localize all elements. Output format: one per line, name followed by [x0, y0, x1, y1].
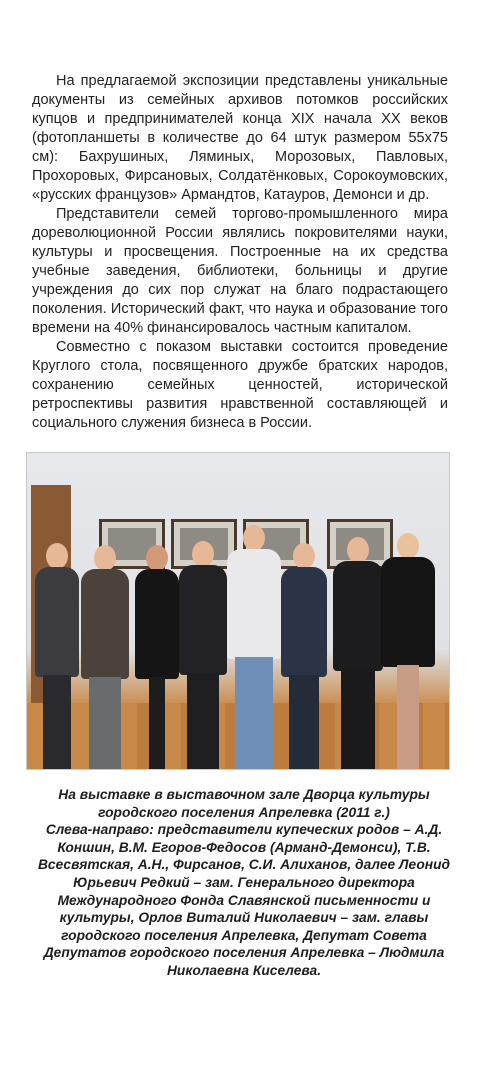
person — [135, 545, 179, 770]
exhibition-group-photo — [26, 452, 450, 770]
caption-line-3: Слева-направо: представители купеческих родов – А.Д. Коншин, В.М. Егоров-Федосов (Арманд-Демонси), Т.В. Всесвятская, А.Н., Фирсанов, С.И. Алиханов, далее Леонид Юрьевич Редкий – зам. Генерального директора Международного Фонда Славянской письменности и культуры, Орлов Виталий Николаевич – зам. главы городского поселения Апрелевка, Депутат Совета Депутатов городского поселения Апрелевка – Людмила Николаевна Киселева. — [37, 822, 451, 978]
caption-line-2: городского поселения Апрелевка (2011 г.) — [98, 804, 390, 820]
caption-line-1: На выставке в выставочном зале Дворца культуры — [58, 787, 430, 802]
person — [81, 545, 129, 770]
person — [179, 541, 227, 770]
person — [333, 537, 383, 770]
paragraph-1: На предлагаемой экспозиции представлены уникальные документы из семейных архивов потомков российских купцов и предпринимателей конца XIX начала XX веков (фотопланшеты в количестве до 64 штук размером 55х75 см): Бахрушиных, Ляминых, Морозовых, Павловых, Прохоровых, Фирсановых, Солдатёнковых, Сорокоумовских, «русских французов» Армандтов, Катауров, Демонси и др. — [32, 73, 448, 203]
person — [227, 525, 281, 770]
person — [281, 543, 327, 770]
paragraph-2: Представители семей торгово-промышленного мира дореволюционной России являлись покровителями науки, культуры и просвещения. Построенные на их средства учебные заведения, библиотеки, больницы и другие учреждения до сих пор служат на благо подрастающего поколения. Исторический факт, что наука и образование того времени на 40% финансировалось частным капиталом. — [32, 206, 448, 336]
photo-caption — [28, 786, 460, 980]
article-text — [32, 72, 448, 433]
person — [381, 533, 435, 770]
person — [35, 543, 79, 770]
paragraph-3: Совместно с показом выставки состоится проведение Круглого стола, посвященного дружбе братских народов, сохранению семейных ценностей, исторической ретроспективы развития нравственной составляющей и социального служения бизнеса в России. — [32, 339, 448, 431]
